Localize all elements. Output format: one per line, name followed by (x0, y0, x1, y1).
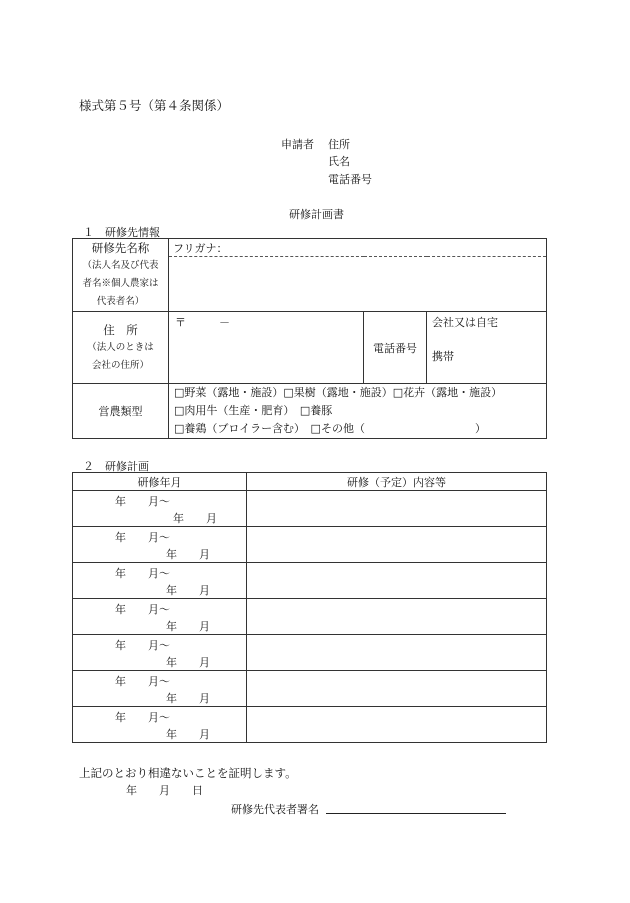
org-name-label: 研修先名称 (91, 241, 150, 255)
phone-label: 電話番号 (373, 341, 417, 355)
applicant-label: 申請者 (281, 138, 314, 151)
plan-period-cell[interactable] (73, 635, 247, 671)
farming-options-line-3[interactable]: □養鶏（ブロイラー含む） □その他（ ） (174, 422, 486, 435)
plan-content-cell[interactable] (247, 635, 547, 671)
period-end: 年 月 (166, 692, 210, 705)
plan-period-cell[interactable] (73, 671, 247, 707)
period-start: 年 月～ (115, 711, 170, 724)
signature-line[interactable] (326, 813, 506, 814)
certify-date: 年 月 日 (126, 784, 203, 797)
org-name-label-cell (73, 239, 169, 312)
plan-row (73, 599, 547, 635)
plan-row (73, 527, 547, 563)
applicant-phone-label: 電話番号 (328, 173, 372, 186)
plan-period-cell[interactable] (73, 599, 247, 635)
org-name-note-2: 者名※個人農家は (82, 278, 159, 289)
plan-period-cell[interactable] (73, 563, 247, 599)
phone-field[interactable] (427, 312, 547, 384)
plan-period-cell[interactable] (73, 707, 247, 743)
period-start: 年 月～ (115, 567, 170, 580)
plan-period-cell[interactable] (73, 491, 247, 527)
period-start: 年 月～ (115, 639, 170, 652)
address-note-1: （法人のときは (87, 341, 154, 353)
farming-type-options[interactable] (169, 384, 547, 439)
farming-options-line-1[interactable]: □野菜（露地・施設）□果樹（露地・施設）□花卉（露地・施設） (174, 386, 503, 399)
period-end: 年 月 (173, 512, 217, 525)
plan-row (73, 563, 547, 599)
period-end: 年 月 (166, 584, 210, 597)
plan-row (73, 635, 547, 671)
plan-content-cell[interactable] (247, 563, 547, 599)
plan-content-cell[interactable] (247, 491, 547, 527)
org-name-note-3: 代表者名） (96, 296, 145, 307)
plan-row (73, 491, 547, 527)
period-start: 年 月～ (115, 531, 170, 544)
period-start: 年 月～ (115, 495, 170, 508)
col-header-content: 研修（予定）内容等 (247, 473, 547, 491)
section1-heading: １ 研修先情報 (83, 226, 160, 239)
address-label-cell (73, 312, 169, 384)
org-name-field[interactable] (169, 257, 547, 312)
address-note-2: 会社の住所） (91, 359, 149, 371)
period-start: 年 月～ (115, 675, 170, 688)
phone-label-cell (364, 312, 427, 384)
period-end: 年 月 (166, 656, 210, 669)
section2-heading: ２ 研修計画 (83, 460, 149, 473)
col-header-period: 研修年月 (73, 473, 247, 491)
certify-statement: 上記のとおり相違ないことを証明します。 (79, 766, 297, 780)
plan-period-cell[interactable] (73, 527, 247, 563)
plan-row (73, 707, 547, 743)
plan-content-cell[interactable] (247, 707, 547, 743)
address-label: 住 所 (103, 322, 138, 337)
company-or-home-label: 会社又は自宅 (432, 316, 498, 329)
plan-row (73, 671, 547, 707)
farming-options-line-2[interactable]: □肉用牛（生産・肥育） □養豚 (174, 404, 333, 417)
address-field[interactable] (169, 312, 364, 384)
plan-content-cell[interactable] (247, 527, 547, 563)
period-end: 年 月 (166, 620, 210, 633)
period-end: 年 月 (166, 548, 210, 561)
trainer-info-table (72, 238, 547, 439)
applicant-name-label: 氏名 (328, 155, 350, 168)
document-title: 研修計画書 (289, 208, 344, 221)
mobile-label: 携帯 (432, 350, 454, 363)
form-number: 様式第５号（第４条関係） (79, 98, 230, 113)
farming-type-label: 営農類型 (98, 405, 143, 418)
plan-content-cell[interactable] (247, 599, 547, 635)
period-start: 年 月～ (115, 603, 170, 616)
postal-code-label: 〒 － (175, 316, 230, 329)
plan-content-cell[interactable] (247, 671, 547, 707)
period-end: 年 月 (166, 728, 210, 741)
applicant-address-label: 住所 (328, 138, 350, 151)
farming-type-label-cell (73, 384, 169, 439)
furigana-label: フリガナ： (173, 241, 228, 255)
training-plan-table (72, 472, 547, 743)
signature-label: 研修先代表者署名 (231, 803, 319, 816)
org-name-note-1: （法人名及び代表 (82, 260, 159, 271)
furigana-field[interactable] (169, 239, 547, 257)
